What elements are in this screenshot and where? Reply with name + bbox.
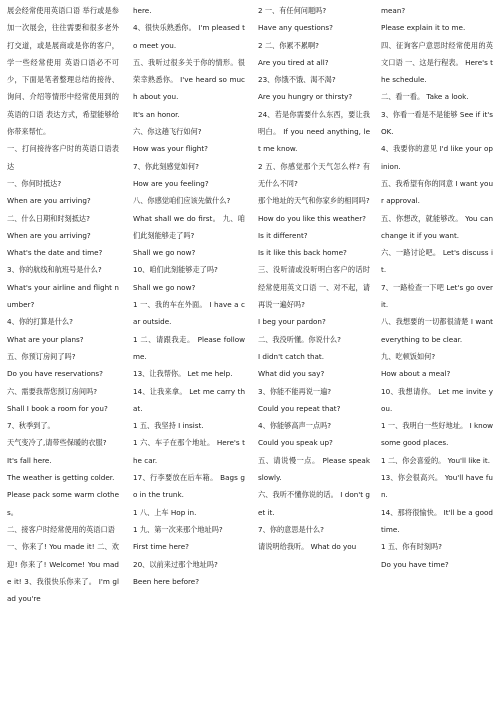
paragraph: 展会经常使用英语口语 举行或是参加一次展会，往往需要和很多老外打交道，或是展商或是你的客户，学一些经常使用 英语口语必不可少，下面是笔者整理总结的接待、询问、介绍等情形中经常使用到的英语的口语 表达方式，希望能够给你带来帮忙。: [7, 6, 119, 137]
text-column-4: [381, 2, 493, 702]
paragraph: 六、需要我帮您预订房间吗?: [7, 386, 98, 396]
paragraph: 1 五、我坚持 I insist.: [133, 421, 204, 431]
paragraph: 4、你的打算是什么?: [7, 317, 73, 327]
paragraph: Are you tired at all?: [258, 57, 329, 67]
paragraph: 二、接客户时经常使用的英语口语: [7, 524, 115, 534]
paragraph: How was your flight?: [133, 144, 208, 154]
paragraph: 20、以前来过那个地址吗?: [133, 559, 218, 569]
paragraph: 1 二、你会喜爱的。 You'll like it.: [381, 455, 490, 465]
paragraph: 1 五、你有时刻吗?: [381, 542, 442, 552]
paragraph: 六、我听不懂你说的话。 I don't get it.: [258, 490, 370, 517]
paragraph: Please pack some warm clothes。: [7, 490, 119, 517]
paragraph: mean?: [381, 6, 406, 15]
paragraph: First time here?: [133, 542, 189, 552]
paragraph: It's fall here.: [7, 455, 52, 465]
paragraph: 三、没听清或没听明白客户的话时经常使用英文口语 一、对不起，请再说一遍好吗?: [258, 265, 370, 310]
paragraph: 7、秋季到了。: [7, 421, 55, 431]
paragraph: 1 九、第一次来那个地址吗?: [133, 524, 223, 534]
paragraph: 一、你何时抵达?: [7, 178, 62, 188]
paragraph: Please explain it to me.: [381, 23, 466, 33]
paragraph: I didn't catch that.: [258, 351, 325, 361]
paragraph: 四、征询客户意思时经常使用的英文口语 一、这是行程表。 Here's the schedule.: [381, 40, 493, 85]
paragraph: How are you feeling?: [133, 178, 209, 188]
paragraph: Are you hungry or thirsty?: [258, 92, 353, 102]
paragraph: Do you have time?: [381, 559, 449, 569]
paragraph: 五、我希望有你的同意 I want your approval.: [381, 178, 493, 206]
paragraph: 7、你的意思是什么?: [258, 524, 324, 534]
paragraph: 3、你能不能再说一遍?: [258, 386, 332, 396]
paragraph: The weather is getting colder.: [7, 473, 115, 483]
paragraph: 五、你想改，就能够改。 You can change it if you want.: [381, 213, 493, 240]
paragraph: 14、让我来拿。 Let me carry that.: [133, 386, 245, 413]
paragraph: What's your airline and flight number?: [7, 282, 119, 310]
paragraph: 3、你的航线和航班号是什么?: [7, 265, 102, 275]
paragraph: 14、那将很愉快。 It'll be a good time.: [381, 507, 493, 534]
paragraph: What did you say?: [258, 369, 325, 379]
paragraph: 4、很快乐熟悉你。 I'm pleased to meet you.: [133, 23, 245, 50]
paragraph: 13、你会很高兴。 You'll have fun.: [381, 473, 493, 500]
paragraph: Shall we go now?: [133, 282, 196, 292]
paragraph: 10、我想请你。 Let me invite you.: [381, 386, 493, 413]
text-column-3: [258, 2, 370, 702]
paragraph: 那个地址的天气和你家乡的相同吗?: [258, 196, 370, 206]
text-column-1: [7, 2, 119, 702]
paragraph: 7、你此刻感觉如何?: [133, 161, 199, 171]
paragraph: 二、看一看。 Take a look.: [381, 92, 469, 102]
paragraph: 4、你能够高声一点吗?: [258, 421, 332, 431]
paragraph: Shall we go now?: [133, 248, 196, 258]
paragraph: 八、你感觉咱们应该先做什么?: [133, 196, 231, 206]
paragraph: 二、我没听懂。你说什么?: [258, 334, 341, 344]
paragraph: 1 一、我明白一些好地址。 I know some good places.: [381, 421, 493, 448]
paragraph: It's an honor.: [133, 109, 180, 119]
paragraph: What shall we do first。 九、咱们此刻能够走了吗?: [133, 213, 245, 240]
paragraph: 17、行李要放在后车箱。 Bags go in the trunk.: [133, 473, 245, 500]
paragraph: 3、你看一看是不是能够 See if it's OK.: [381, 109, 493, 137]
text-column-2: [133, 2, 245, 702]
paragraph: 请说明给我听。 What do you: [258, 542, 357, 552]
paragraph: Is it different?: [258, 230, 308, 240]
paragraph: Been here before?: [133, 576, 200, 586]
paragraph: I beg your pardon?: [258, 317, 326, 327]
paragraph: 1 八、上车 Hop in.: [133, 507, 197, 517]
paragraph: 13、让我帮你。 Let me help.: [133, 369, 233, 379]
paragraph: Could you speak up?: [258, 438, 333, 448]
paragraph: How do you like this weather?: [258, 213, 366, 223]
paragraph: Have any questions?: [258, 23, 333, 33]
paragraph: here.: [133, 6, 152, 15]
paragraph: 4、我要你的意见 I'd like your opinion.: [381, 144, 493, 171]
paragraph: 二、什么日期和时刻抵达?: [7, 213, 90, 223]
paragraph: 1 一、我的车在外面。 I have a car outside.: [133, 300, 245, 327]
paragraph: Shall I book a room for you?: [7, 403, 108, 413]
paragraph: 天气变冷了,请带些保暖的衣服?: [7, 438, 107, 448]
paragraph: 10、咱们此刻能够走了吗?: [133, 265, 218, 275]
paragraph: 24、若是你需要什么东西，要让我明白。 If you need anything, let me know.: [258, 109, 370, 154]
paragraph: 八、我想要的一切都很清楚 I want everything to be clear.: [381, 317, 493, 344]
paragraph: Do you have reservations?: [7, 369, 103, 379]
paragraph: Could you repeat that?: [258, 403, 341, 413]
paragraph: 六、一路讨论吧。 Let's discuss it.: [381, 248, 493, 275]
paragraph: How about a meal?: [381, 369, 451, 379]
paragraph: Is it like this back home?: [258, 248, 347, 258]
paragraph: What are your plans?: [7, 334, 84, 344]
paragraph: 五、我听过很多关于你的情形。很荣幸熟悉你。 I've heard so much about you.: [133, 57, 245, 102]
paragraph: What's the date and time?: [7, 248, 103, 258]
paragraph: 7、一路检查一下吧 Let's go over it.: [381, 282, 493, 310]
paragraph: 1 二、请跟我走。 Please follow me.: [133, 334, 245, 361]
paragraph: 六、你这趟飞行如何?: [133, 127, 202, 137]
paragraph: 2 二、你累不累啊?: [258, 40, 319, 50]
paragraph: 一、你来了! You made it! 二、欢迎! 你来了! Welcome! You made it! 3、我很快乐你来了。 I'm glad you're: [7, 542, 119, 604]
paragraph: 五、你预订房间了吗?: [7, 351, 76, 361]
paragraph: 23、你饿不饿、渴不渴?: [258, 75, 336, 85]
paragraph: When are you arriving?: [7, 196, 91, 206]
paragraph: When are you arriving?: [7, 230, 91, 240]
paragraph: 五、请说慢一点。 Please speak slowly.: [258, 455, 370, 483]
paragraph: 一、打问接待客户时的英语口语表达: [7, 144, 119, 171]
paragraph: 九、吃顿饭如何?: [381, 351, 436, 361]
paragraph: 2 五、你感觉那个天气怎么样? 有无什么不同?: [258, 161, 370, 188]
paragraph: 2 一、有任何问题吗?: [258, 6, 327, 15]
paragraph: 1 六、车子在那个地址。 Here's the car.: [133, 438, 245, 465]
